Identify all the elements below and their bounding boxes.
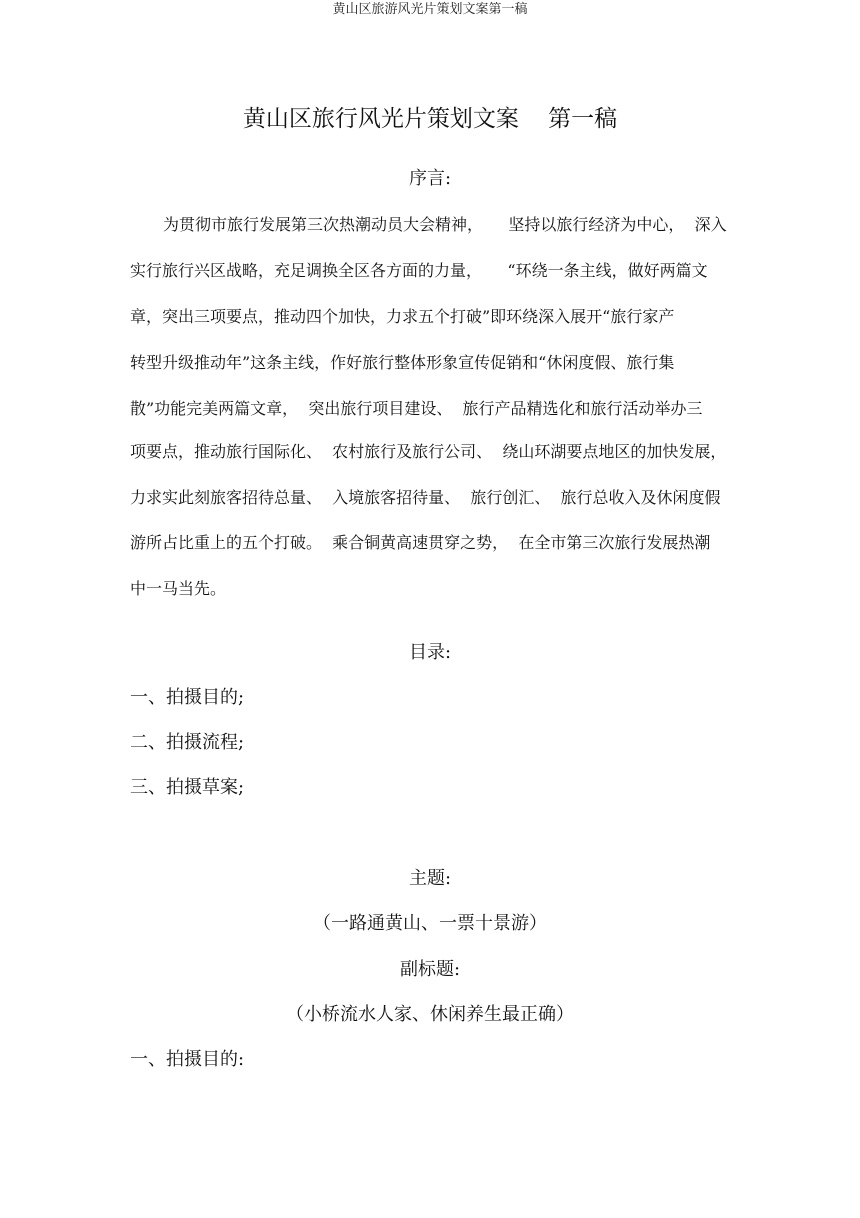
toc-item: 三、拍摄草案; [130, 777, 245, 798]
preface-line: 章，突出三项要点，推动四个加快，力求五个打破”即环绕深入展开“旅行家产 [130, 307, 675, 326]
document-title: 黄山区旅行风光片策划文案 第一稿 [242, 106, 618, 132]
preface-line: 项要点，推动旅行国际化、 农村旅行及旅行公司、 绕山环湖要点地区的加快发展， [130, 442, 727, 461]
preface-line: 游所占比重上的五个打破。 乘合铜黄高速贯穿之势， 在全市第三次旅行发展热潮 [130, 533, 711, 552]
subtitle-heading: 副标题: [399, 959, 461, 980]
subtitle-value: （小桥流水人家、休闲养生最正确） [286, 1004, 574, 1025]
preface-line: 转型升级推动年”这条主线，作好旅行整体形象宣传促销和“休闲度假、旅行集 [130, 353, 675, 372]
preface-line: 实行旅行兴区战略，充足调换全区各方面的力量， “环绕一条主线，做好两篇文 [130, 261, 708, 280]
running-header: 黄山区旅游风光片策划文案第一稿 [332, 2, 528, 17]
preface-line: 为贯彻市旅行发展第三次热潮动员大会精神， 坚持以旅行经济为中心， 深入 [163, 215, 727, 234]
preface-line: 中一马当先。 [130, 579, 227, 598]
section-heading: 一、拍摄目的: [130, 1049, 245, 1070]
preface-heading: 序言: [408, 168, 452, 189]
toc-item: 二、拍摄流程; [130, 732, 245, 753]
theme-value: （一路通黄山、一票十景游） [313, 913, 547, 934]
toc-heading: 目录: [408, 642, 452, 663]
preface-line: 力求实此刻旅客招待总量、 入境旅客招待量、 旅行创汇、 旅行总收入及休闲度假 [130, 488, 721, 507]
preface-line: 散”功能完美两篇文章， 突出旅行项目建设、 旅行产品精选化和旅行活动举办三 [130, 399, 703, 418]
theme-heading: 主题: [408, 868, 452, 889]
toc-item: 一、拍摄目的; [130, 687, 245, 708]
